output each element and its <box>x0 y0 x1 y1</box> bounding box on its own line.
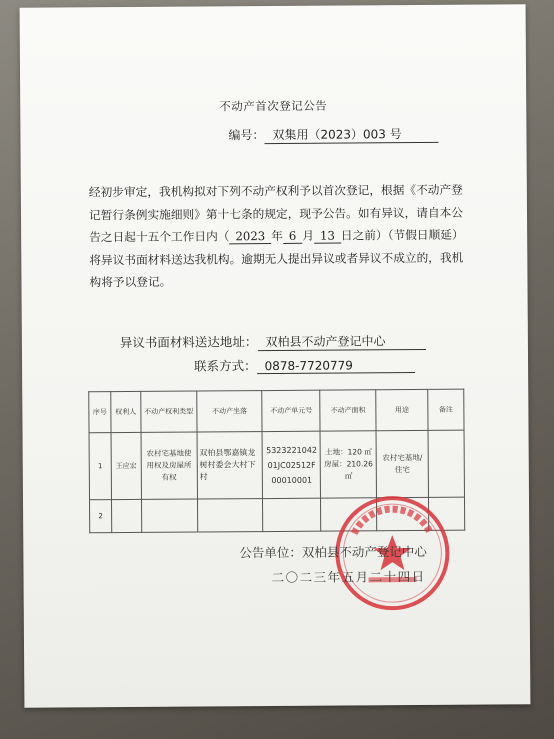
cell-right-type: 农村宅基地使用权及房屋所有权 <box>141 432 197 499</box>
notice-paper <box>20 4 531 708</box>
notice-paragraph <box>89 179 468 294</box>
deadline-day: 13 <box>314 229 341 244</box>
paragraph-text-a: 经初步审定，我机构拟对下列不动产权利予以首次登记，根据《不动产登记暂行条例实施细则》第十七条的规定，现予公告。如有异议，请自本公告之日起十五个工作日内（ <box>88 182 464 245</box>
contact-label: 联系方式： <box>194 358 257 374</box>
paragraph-text-b: 日之前）（节假日顺延）将异议书面材料送达我机构。逾期无人提出异议或者异议不成立的，我机构将予以登记。 <box>89 227 464 290</box>
year-suffix: 年 <box>271 228 283 244</box>
month-suffix: 月 <box>302 228 315 243</box>
header-remark: 备注 <box>428 389 464 430</box>
cell-area: 土地：120 ㎡ 房屋：210.26 ㎡ <box>320 431 376 498</box>
objection-address <box>120 331 426 352</box>
header-no: 序号 <box>89 392 111 433</box>
table-header-row <box>89 389 464 433</box>
header-right-type: 不动产权利类型 <box>141 391 197 432</box>
cell-location: 双柏县鄂嘉镇龙树村委会大村下村 <box>197 432 263 499</box>
document-number <box>228 125 438 144</box>
header-location: 不动产坐落 <box>196 391 262 432</box>
cell-right-type <box>141 499 197 532</box>
notice-title: 不动产首次登记公告 <box>219 98 328 114</box>
cell-use: 农村宅基地/住宅 <box>376 430 428 497</box>
table-row <box>89 430 464 500</box>
deadline-month: 6 <box>283 229 303 244</box>
document-number-value: 双集用（2023）003 号 <box>264 125 438 144</box>
announcing-unit: 公告单位：双柏县不动产登记中心 <box>239 543 427 561</box>
address-value: 双柏县不动产登记中心 <box>257 332 425 351</box>
cell-unit-no <box>263 498 321 531</box>
document-number-label: 编号： <box>228 128 265 143</box>
header-unit-no: 不动产单元号 <box>262 390 320 431</box>
header-holder: 权利人 <box>111 391 141 432</box>
cell-no: 2 <box>89 500 111 533</box>
contact-info <box>194 355 415 375</box>
cell-location <box>197 499 263 532</box>
header-use: 用途 <box>376 389 428 430</box>
deadline-year: 2023 <box>229 229 271 244</box>
cell-holder: 王应宏 <box>111 432 141 499</box>
header-area: 不动产面积 <box>320 390 376 431</box>
cell-holder <box>111 499 141 532</box>
cell-remark <box>428 430 464 497</box>
cell-no: 1 <box>89 433 111 500</box>
address-label: 异议书面材料送达地址： <box>119 334 258 351</box>
contact-value: 0878-7720779 <box>257 358 415 374</box>
announcement-date: 二〇二三年五月二十四日 <box>271 568 426 586</box>
cell-unit-no: 532322104201JC02512F00010001 <box>263 431 321 498</box>
